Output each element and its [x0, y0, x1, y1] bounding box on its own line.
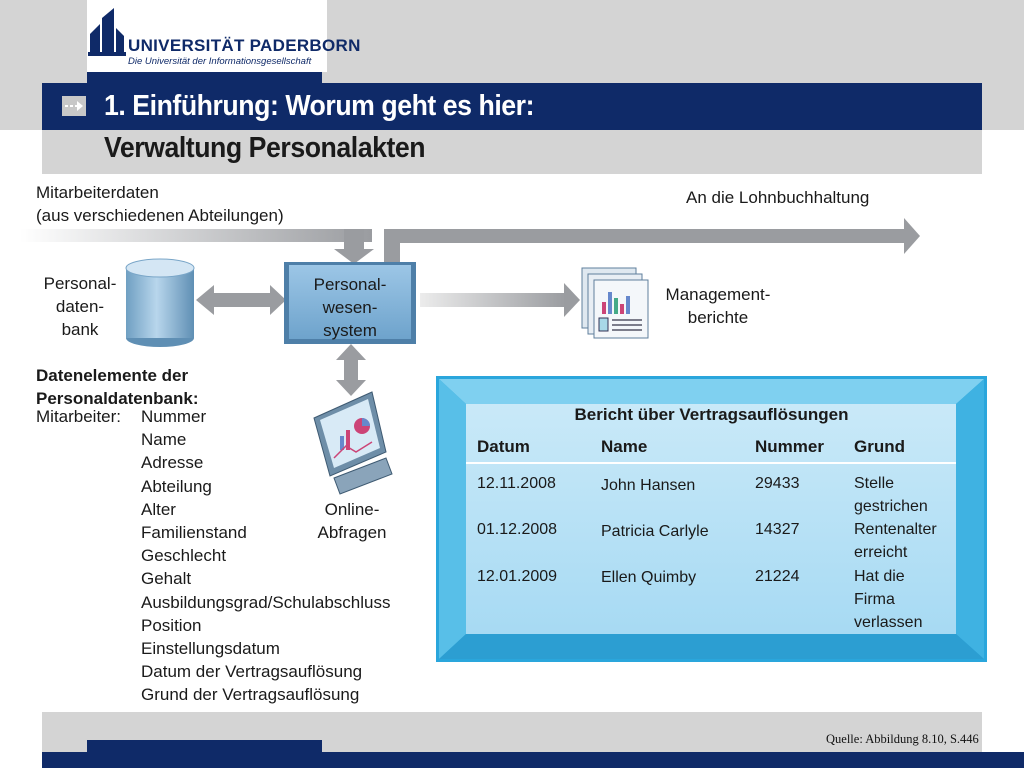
list-item: Datum der Vertragsauflösung — [141, 662, 363, 682]
system-label: Personal- wesen- system — [313, 275, 387, 340]
table-row-2-grund: Rentenalter erreicht — [854, 521, 937, 561]
list-item: Familienstand — [141, 523, 247, 543]
management-reports-icon — [582, 268, 648, 338]
data-elements-heading: Datenelemente der Personaldatenbank: — [36, 366, 199, 408]
list-item: Name — [141, 430, 187, 450]
table-row-3-nummer: 21224 — [755, 568, 800, 585]
list-item: Gehalt — [141, 569, 192, 589]
list-item: Ausbildungsgrad/Schulabschluss — [141, 592, 391, 612]
data-elements-list — [141, 405, 391, 707]
table-row-3-name: Ellen Quimby — [601, 569, 697, 586]
output-label: An die Lohnbuchhaltung — [686, 188, 870, 207]
list-item: Alter — [141, 499, 176, 519]
university-logo-icon — [88, 8, 126, 58]
list-item: Abteilung — [141, 476, 212, 496]
database-icon — [126, 259, 194, 347]
table-row-1-name: John Hansen — [601, 477, 696, 494]
data-elements-prefix: Mitarbeiter: — [36, 407, 122, 426]
university-tagline: Die Universität der Informationsgesellschaft — [128, 56, 312, 67]
list-item: Grund der Vertragsauflösung — [141, 685, 360, 705]
page-subtitle: Verwaltung Personalakten — [104, 132, 426, 164]
input-arrow — [20, 229, 372, 242]
footer-bar — [42, 752, 1024, 768]
database-system-arrow — [196, 285, 286, 315]
management-label: Management- berichte — [665, 285, 771, 327]
list-item: Position — [141, 615, 202, 635]
database-label: Personal- daten- bank — [43, 274, 117, 339]
table-row-2-datum: 01.12.2008 — [477, 521, 558, 538]
table-row-1-nummer: 29433 — [755, 475, 800, 492]
online-label: Online- Abfragen — [317, 500, 387, 542]
table-row-2-name: Patricia Carlyle — [601, 523, 709, 540]
column-header-grund: Grund — [854, 437, 905, 456]
table-row-1-grund: Stelle gestrichen — [854, 475, 928, 515]
input-label: Mitarbeiterdaten — [36, 183, 159, 202]
table-row-3-datum: 12.01.2009 — [477, 568, 558, 585]
source-citation: Quelle: Abbildung 8.10, S.446 — [826, 732, 979, 746]
system-online-arrow — [336, 344, 366, 396]
university-name: UNIVERSITÄT PADERBORN — [128, 36, 361, 55]
column-header-datum: Datum — [477, 437, 530, 456]
list-item: Geschlecht — [141, 546, 227, 566]
management-arrow — [420, 293, 566, 307]
page-title: 1. Einführung: Worum geht es hier: — [104, 90, 535, 122]
bullet-arrow-icon — [62, 96, 86, 116]
input-label-sub: (aus verschiedenen Abteilungen) — [36, 206, 284, 225]
list-item: Einstellungsdatum — [141, 639, 280, 659]
table-row-3-grund: Hat die Firma verlassen — [854, 568, 923, 631]
table-row-1-datum: 12.11.2008 — [477, 475, 556, 492]
report-title: Bericht über Vertragsauflösungen — [574, 405, 849, 424]
list-item: Nummer — [141, 407, 207, 426]
column-header-nummer: Nummer — [755, 437, 824, 456]
column-header-name: Name — [601, 437, 648, 456]
table-row-2-nummer: 14327 — [755, 521, 800, 538]
list-item: Adresse — [141, 453, 204, 473]
